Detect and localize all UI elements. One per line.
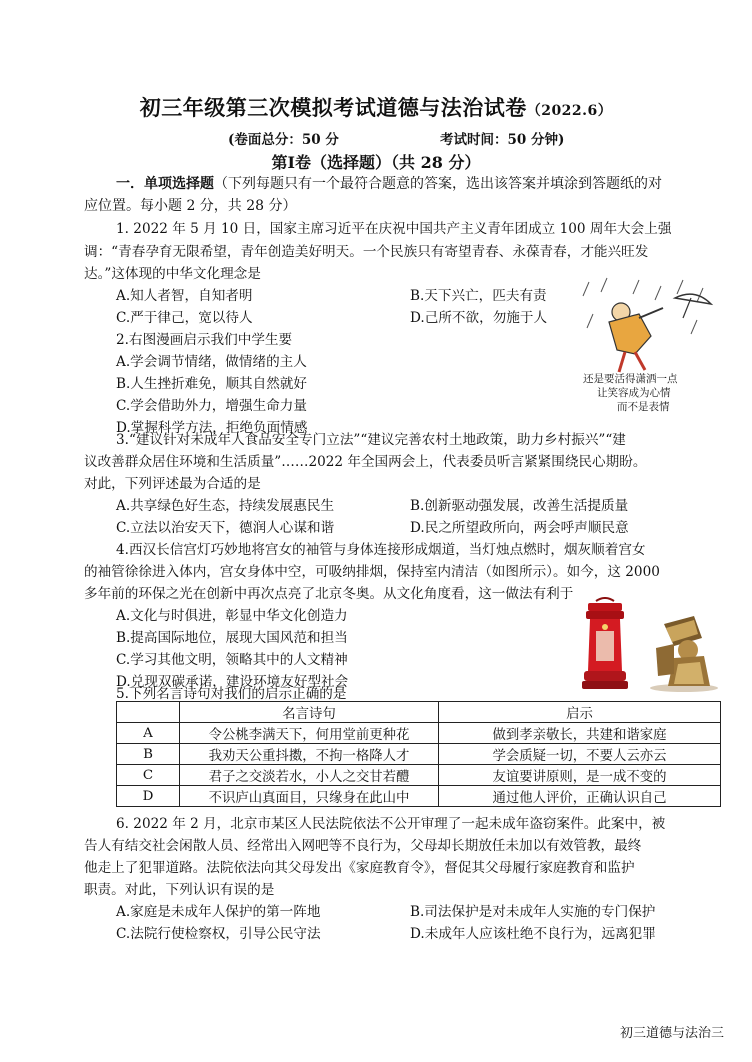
exam-title [0, 92, 752, 122]
cartoon-caption-1: 还是要活得潇洒一点 [583, 373, 678, 385]
q4-line3: 多年前的环保之光在创新中再次点亮了北京冬奥。从文化角度看，这一做法有利于 [84, 586, 574, 602]
row-key: D [117, 786, 180, 807]
table-row [117, 723, 721, 744]
q1-line3: 达。”这体现的中华文化理念是 [84, 266, 261, 282]
row-key: A [117, 723, 180, 744]
q4-option-b: B.提高国际地位，展现大国风范和担当 [116, 630, 348, 646]
q6-line3: 他走上了犯罪道路。法院依法向其父母发出《家庭教育令》，督促其父母履行家庭教育和监护 [84, 860, 635, 876]
table-row [117, 744, 721, 765]
q2-option-b: B.人生挫折难免，顺其自然就好 [116, 376, 308, 392]
q6-option-a: A.家庭是未成年人保护的第一阵地 [116, 904, 321, 920]
table-row [117, 786, 721, 807]
row-poem: 我劝天公重抖擞，不拘一格降人才 [180, 744, 439, 765]
exam-date: （2022.6） [526, 103, 613, 119]
q1-option-a: A.知人者智，自知者明 [116, 288, 253, 304]
q1-line2: 调：“青春孕育无限希望，青年创造美好明天。一个民族只有寄望青春、永葆青春，才能兴旺发 [84, 244, 649, 260]
q1-option-c: C.严于律己，宽以待人 [116, 310, 253, 326]
q4-line1: 4.西汉长信宫灯巧妙地将宫女的袖管与身体连接形成烟道，当灯烛点燃时，烟灰顺着宫女 [116, 542, 646, 558]
section-heading: 一．单项选择题 [116, 176, 214, 192]
row-insight: 学会质疑一切，不要人云亦云 [439, 744, 721, 765]
cartoon-caption-2: 让笑容成为心情 [597, 387, 671, 399]
cartoon-illustration [579, 274, 719, 414]
q4-option-c: C.学习其他文明，领略其中的人文精神 [116, 652, 348, 668]
q3-option-c: C.立法以治安天下，德润人心谋和谐 [116, 520, 335, 536]
exam-title-text: 初三年级第三次模拟考试道德与法治试卷 [139, 95, 527, 120]
q3-line1: 3.“建议针对未成年人食品安全专门立法”“建议完善农村土地政策，助力乡村振兴”“建 [116, 432, 626, 448]
exam-time: 考试时间：50 分钟) [440, 132, 565, 148]
table-header-insight: 启示 [439, 702, 721, 723]
row-key: B [117, 744, 180, 765]
table-header-blank [117, 702, 180, 723]
q3-option-b: B.创新驱动强发展，改善生活提质量 [410, 498, 629, 514]
section-instruction-line2: 应位置。每小题 2 分，共 28 分） [84, 198, 297, 214]
q5-stem: 5.下列名言诗句对我们的启示正确的是 [116, 686, 347, 702]
row-insight: 友谊要讲原则，是一成不变的 [439, 765, 721, 786]
row-insight: 通过他人评价，正确认识自己 [439, 786, 721, 807]
q6-line1: 6. 2022 年 2 月，北京市某区人民法院依法不公开审理了一起未成年盗窃案件。此案中，被 [116, 816, 666, 832]
q6-line2: 告人有结交社会闲散人员、经常出入网吧等不良行为，父母却长期放任未加以有效管教，最终 [84, 838, 642, 854]
table-row [117, 765, 721, 786]
q2-stem: 2.右图漫画启示我们中学生要 [116, 332, 293, 348]
q4-line2: 的袖管徐徐进入体内，宫女身体中空，可吸纳排烟，保持室内清洁（如图所示）。如今，这 2000 [84, 564, 660, 580]
q3-line2: 议改善群众居住环境和生活质量”……2022 年全国两会上，代表委员听言紧紧围绕民心期盼。 [84, 454, 647, 470]
row-poem: 令公桃李满天下，何用堂前更种花 [180, 723, 439, 744]
q1-line1: 1. 2022 年 5 月 10 日，国家主席习近平在庆祝中国共产主义青年团成立 100 周年大会上强 [116, 221, 672, 237]
q1-option-b: B.天下兴亡，匹夫有责 [410, 288, 547, 304]
q1-option-d: D.己所不欲，勿施于人 [410, 310, 548, 326]
q4-option-a: A.文化与时俱进，彰显中华文化创造力 [116, 608, 348, 624]
q6-line4: 职责。对此，下列认识有误的是 [84, 882, 275, 898]
page-footer: 初三道德与法治三 [620, 1026, 725, 1041]
section-instruction: （下列每题只有一个最符合题意的答案，选出该答案并填涂到答题纸的对 [214, 176, 662, 192]
row-poem: 君子之交淡若水，小人之交甘若醴 [180, 765, 439, 786]
q6-option-b: B.司法保护是对未成年人实施的专门保护 [410, 904, 656, 920]
q5-table [116, 701, 721, 807]
volume-heading: 第Ⅰ卷（选择题）（共 28 分） [271, 153, 481, 172]
row-key: C [117, 765, 180, 786]
changxin-palace-lamp-image [644, 604, 722, 692]
q4-option-d: D.兑现双碳承诺，建设环境友好型社会 [116, 674, 349, 690]
q3-option-d: D.民之所望政所向，两会呼声顺民意 [410, 520, 629, 536]
section-instruction-line1 [116, 174, 662, 194]
q2-option-c: C.学会借助外力，增强生命力量 [116, 398, 307, 414]
total-score: (卷面总分：50 分 [228, 132, 339, 148]
row-insight: 做到孝亲敬长，共建和谐家庭 [439, 723, 721, 744]
table-header-row [117, 702, 721, 723]
q6-option-c: C.法院行使检察权，引导公民守法 [116, 926, 321, 942]
table-header-poem: 名言诗句 [180, 702, 439, 723]
olympic-lantern-image [574, 597, 636, 697]
cartoon-caption-3: 而不是表情 [617, 401, 670, 413]
q3-line3: 对此，下列评述最为合适的是 [84, 476, 261, 492]
q3-option-a: A.共享绿色好生态，持续发展惠民生 [116, 498, 335, 514]
q2-option-a: A.学会调节情绪，做情绪的主人 [116, 354, 307, 370]
q2-option-d: D.掌握科学方法，拒绝负面情感 [116, 420, 308, 436]
row-poem: 不识庐山真面目，只缘身在此山中 [180, 786, 439, 807]
q6-option-d: D.未成年人应该杜绝不良行为，远离犯罪 [410, 926, 656, 942]
